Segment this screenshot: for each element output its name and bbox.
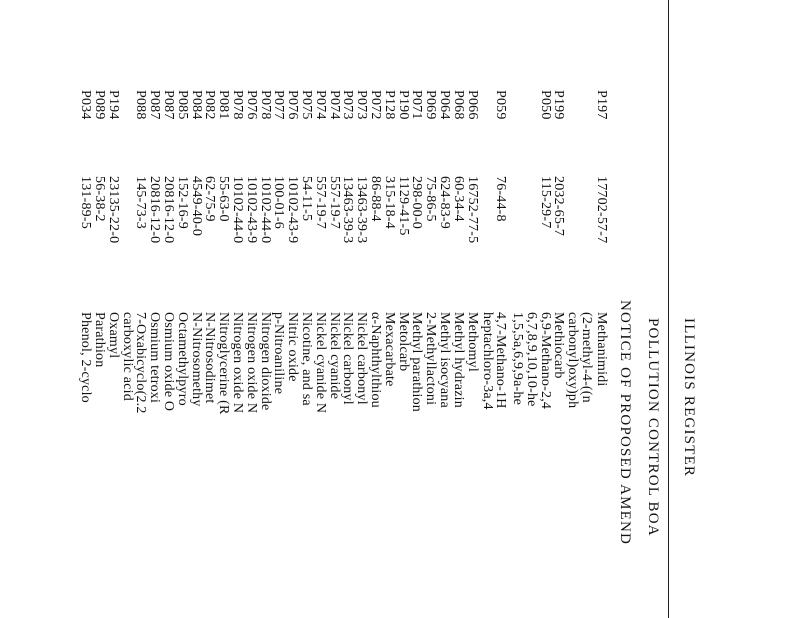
substance-name: p-Nitroaniline bbox=[271, 312, 286, 395]
waste-code: P197 bbox=[594, 90, 609, 120]
waste-code: P078 bbox=[258, 90, 273, 120]
substance-name: Methiocarb bbox=[551, 312, 566, 379]
notice-title: NOTICE OF PROPOSED AMEND bbox=[617, 300, 633, 546]
cas-number: 20816-12-0 bbox=[161, 176, 176, 244]
substance-name: carboxylic acid bbox=[120, 312, 135, 401]
waste-code: P075 bbox=[299, 90, 314, 120]
substance-name: Nicotine, and sa bbox=[299, 312, 314, 406]
waste-code: P076 bbox=[285, 90, 300, 120]
cas-number: 10102-43-9 bbox=[285, 176, 300, 244]
waste-code: P074 bbox=[327, 90, 342, 120]
board-title: POLLUTION CONTROL BOA bbox=[645, 318, 661, 537]
substance-name: carbonyl)oxy)ph bbox=[565, 312, 580, 409]
substance-name: Oxamyl bbox=[106, 312, 121, 359]
substance-name: Nitroglycerine (R bbox=[216, 312, 231, 415]
substance-name: (2-methyl-4-((n bbox=[579, 312, 594, 403]
cas-number: 115-29-7 bbox=[538, 176, 553, 229]
substance-name: α-Naphthylthiou bbox=[368, 312, 383, 408]
cas-number: 55-63-0 bbox=[216, 176, 231, 222]
waste-code: P085 bbox=[175, 90, 190, 120]
substance-name: Nitrogen dioxide bbox=[258, 312, 273, 411]
substance-name: Nickel carbonyl bbox=[340, 312, 355, 405]
cas-number: 76-44-8 bbox=[493, 176, 508, 222]
substance-name: 4,7-Methano-1H bbox=[493, 312, 508, 409]
waste-code: P082 bbox=[202, 90, 217, 120]
cas-number: 557-19-7 bbox=[313, 176, 328, 229]
waste-code: P068 bbox=[451, 90, 466, 120]
waste-code: P128 bbox=[382, 90, 397, 120]
waste-code: P050 bbox=[538, 90, 553, 120]
substance-name: Nickel cyanide N bbox=[313, 312, 328, 414]
cas-number: 10102-44-0 bbox=[230, 176, 245, 244]
substance-name: 7-Oxabicyclo(2.2 bbox=[133, 312, 148, 414]
rotated-document-page bbox=[69, 0, 709, 618]
waste-code: P073 bbox=[340, 90, 355, 120]
cas-number: 152-16-9 bbox=[175, 176, 190, 229]
substance-name: 2-Methyllactoni bbox=[423, 312, 438, 406]
substance-name: 1,5,5a,6,9,9a-he bbox=[510, 312, 525, 406]
waste-code: P074 bbox=[313, 90, 328, 120]
cas-number: 17702-57-7 bbox=[594, 176, 609, 244]
waste-code: P089 bbox=[92, 90, 107, 120]
cas-number: 1129-41-5 bbox=[396, 176, 411, 236]
waste-code: P071 bbox=[409, 90, 424, 120]
cas-number: 75-86-5 bbox=[423, 176, 438, 222]
waste-code: P088 bbox=[133, 90, 148, 120]
waste-code: P077 bbox=[271, 90, 286, 120]
substance-name: Methyl isocyana bbox=[437, 312, 452, 408]
substance-name: 6,9-Methano-2,4 bbox=[538, 312, 553, 410]
cas-number: 56-38-2 bbox=[92, 176, 107, 222]
substance-name: Nitrogen oxide N bbox=[244, 312, 259, 414]
substance-name: Nitric oxide bbox=[285, 312, 300, 382]
cas-number: 557-19-7 bbox=[327, 176, 342, 229]
waste-code: P076 bbox=[244, 90, 259, 120]
substance-name: Osmium oxide O bbox=[161, 312, 176, 412]
waste-code: P081 bbox=[216, 90, 231, 120]
cas-number: 2032-65-7 bbox=[551, 176, 566, 237]
cas-number: 62-75-9 bbox=[202, 176, 217, 222]
cas-number: 100-01-6 bbox=[271, 176, 286, 229]
waste-code: P059 bbox=[493, 90, 508, 120]
cas-number: 10102-44-0 bbox=[258, 176, 273, 244]
cas-number: 20816-12-0 bbox=[147, 176, 162, 244]
cas-number: 13463-39-3 bbox=[340, 176, 355, 244]
substance-name: 6,7,8,9,10,10-he bbox=[524, 312, 539, 407]
substance-name: Methanimidi bbox=[594, 312, 609, 387]
substance-name: Nickel carbonyl bbox=[354, 312, 369, 405]
substance-name: heptachloro-3a,4 bbox=[480, 312, 495, 410]
waste-code: P087 bbox=[161, 90, 176, 120]
waste-code: P087 bbox=[147, 90, 162, 120]
substance-name: N-Nitrosodimet bbox=[202, 312, 217, 404]
waste-code: P078 bbox=[230, 90, 245, 120]
cas-number: 23135-22-0 bbox=[106, 176, 121, 244]
substance-name: Phenol, 2-cyclo bbox=[78, 312, 93, 403]
waste-code: P069 bbox=[423, 90, 438, 120]
cas-number: 315-18-4 bbox=[382, 176, 397, 229]
cas-number: 60-34-4 bbox=[451, 176, 466, 222]
cas-number: 131-89-5 bbox=[78, 176, 93, 229]
substance-name: Mexacarbate bbox=[382, 312, 397, 387]
cas-number: 16752-77-5 bbox=[465, 176, 480, 244]
cas-number: 145-73-3 bbox=[133, 176, 148, 229]
substance-name: N-Nitrosomethy bbox=[189, 312, 204, 407]
cas-number: 54-11-5 bbox=[299, 176, 314, 222]
substance-name: Methomyl bbox=[465, 312, 480, 372]
waste-code: P034 bbox=[78, 90, 93, 120]
cas-number: 86-88-4 bbox=[368, 176, 383, 222]
substance-name: Octamethylpyro bbox=[175, 312, 190, 406]
register-title: ILLINOIS REGISTER bbox=[681, 318, 697, 478]
cas-number: 298-00-0 bbox=[409, 176, 424, 229]
cas-number: 4549-40-0 bbox=[189, 176, 204, 237]
waste-code: P084 bbox=[189, 90, 204, 120]
waste-code: P066 bbox=[465, 90, 480, 120]
waste-code: P064 bbox=[437, 90, 452, 120]
substance-name: Methyl parathion bbox=[409, 312, 424, 413]
cas-number: 13463-39-3 bbox=[354, 176, 369, 244]
waste-code: P190 bbox=[396, 90, 411, 120]
waste-code: P194 bbox=[106, 90, 121, 120]
substance-name: Nickel cyanide bbox=[327, 312, 342, 400]
substance-name: Metolcarb bbox=[396, 312, 411, 372]
waste-code: P072 bbox=[368, 90, 383, 120]
waste-code: P199 bbox=[551, 90, 566, 120]
waste-code: P073 bbox=[354, 90, 369, 120]
cas-number: 624-83-9 bbox=[437, 176, 452, 229]
substance-name: Methyl hydrazin bbox=[451, 312, 466, 408]
substance-name: Parathion bbox=[92, 312, 107, 368]
substance-name: Nitrogen oxide N bbox=[230, 312, 245, 414]
substance-name: Osmium tetroxi bbox=[147, 312, 162, 404]
cas-number: 10102-43-9 bbox=[244, 176, 259, 244]
header-rule bbox=[668, 0, 669, 618]
